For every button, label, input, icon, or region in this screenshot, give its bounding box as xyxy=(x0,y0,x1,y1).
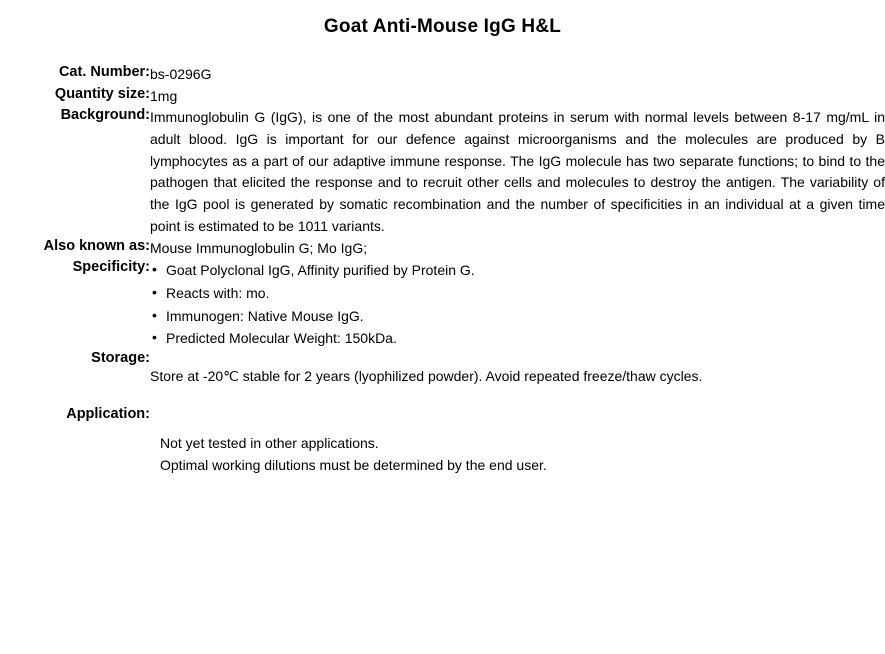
field-value-cat-number: bs-0296G xyxy=(150,66,212,82)
field-value-also-known-as: Mouse Immunoglobulin G; Mo IgG; xyxy=(150,239,368,256)
table-row xyxy=(0,107,885,237)
application-line-2: Optimal working dilutions must be determined by the end user. xyxy=(160,457,547,474)
field-label-storage: Storage: xyxy=(91,349,150,366)
table-row xyxy=(0,238,885,260)
table-row-specificity xyxy=(0,259,885,350)
list-item: • Reacts with: mo. xyxy=(150,282,885,305)
field-label-background: Background: xyxy=(60,107,150,124)
specification-table xyxy=(0,64,885,422)
field-value-storage: Store at -20℃ stable for 2 years (lyophilized powder). Avoid repeated freeze/thaw cycles. xyxy=(150,367,703,384)
table-row-application xyxy=(0,388,885,422)
table-row xyxy=(0,64,885,86)
application-body xyxy=(0,432,885,477)
field-label-specificity: Specificity: xyxy=(72,259,150,276)
specificity-list xyxy=(150,259,885,350)
field-value-background: Immunoglobulin G (IgG), is one of the most abundant proteins in serum with normal levels between 8-17 mg/mL in adult blood. IgG is important for our defence against microorganisms and the molecules are produced by B lymphocytes as a part of our adaptive immune response. The IgG molecule has two separate functions; to bind to the pathogen that elicited the response and to recruit other cells and molecules to destroy the antigen. The variability of the IgG pool is generated by somatic recombination and the number of specificities in an individual at a given time point is estimated to be 1011 variants. xyxy=(150,109,885,234)
field-label-cat-number: Cat. Number: xyxy=(58,64,150,80)
list-item: • Immunogen: Native Mouse IgG. xyxy=(150,305,885,328)
application-line-1: Not yet tested in other applications. xyxy=(160,434,379,451)
field-label-quantity-size: Quantity size: xyxy=(54,85,150,102)
field-value-application-spacer xyxy=(150,388,885,422)
list-item: • Goat Polyclonal IgG, Affinity purified by Protein G. xyxy=(150,259,885,282)
field-label-application: Application: xyxy=(66,405,150,422)
list-item: • Predicted Molecular Weight: 150kDa. xyxy=(150,327,885,350)
table-row-storage xyxy=(0,350,885,388)
datasheet-page xyxy=(0,16,885,654)
field-value-specificity xyxy=(150,259,885,350)
field-value-quantity-size: 1mg xyxy=(150,87,178,104)
page-title: Goat Anti-Mouse IgG H&L xyxy=(323,16,562,37)
field-label-also-known-as: Also known as: xyxy=(43,237,150,254)
table-row xyxy=(0,86,885,108)
